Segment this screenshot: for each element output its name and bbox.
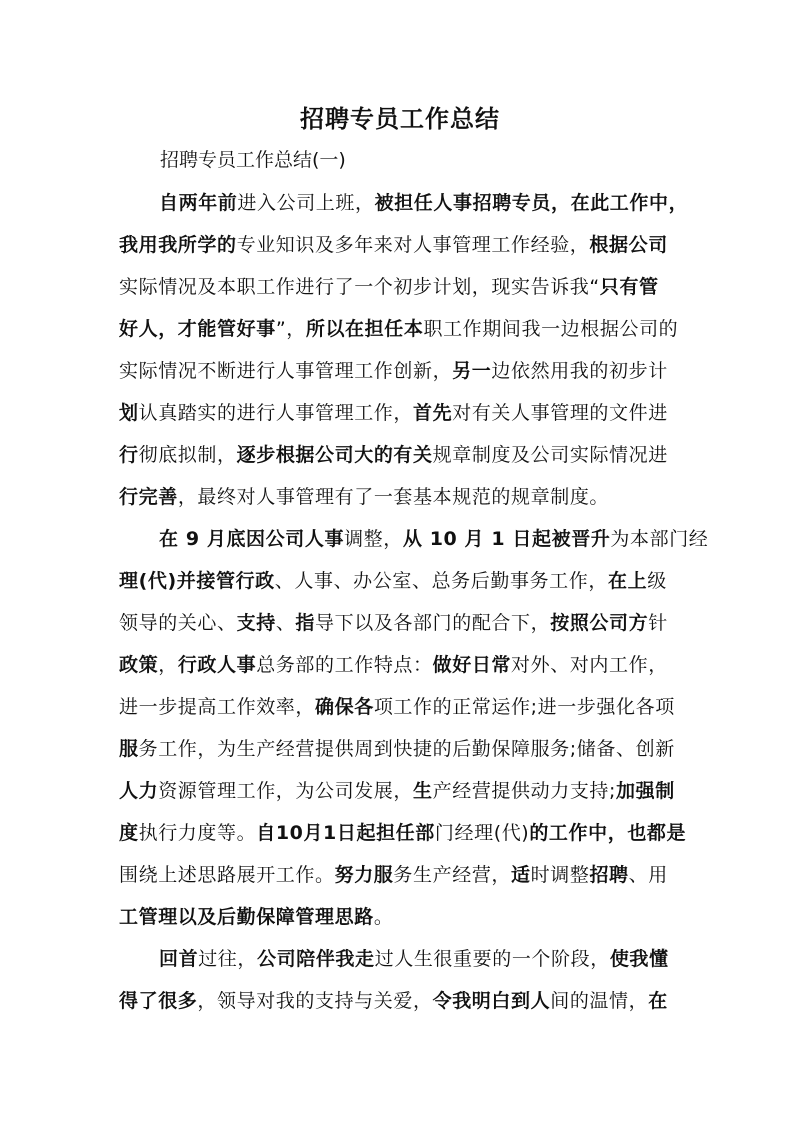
document-title: 招聘专员工作总结 xyxy=(300,105,500,133)
text-segment: 在 xyxy=(648,990,668,1012)
text-segment: ，最终对人事管理有了一套基本规范的规章制度。 xyxy=(177,486,610,508)
text-segment: 进一步提高工作效率， xyxy=(119,696,316,718)
text-segment: 务生产经营， xyxy=(393,864,512,886)
text-segment: 行政人事 xyxy=(177,654,257,676)
paragraph-3 xyxy=(119,938,691,1022)
text-segment: 围绕上述思路展开工作。 xyxy=(119,864,335,886)
text-segment: ”， xyxy=(275,318,306,340)
text-line xyxy=(119,980,691,1022)
text-line xyxy=(119,938,691,980)
text-line xyxy=(119,728,691,770)
text-segment: 我用我所学的 xyxy=(119,234,237,256)
text-segment: 逐步根据公司大的有关 xyxy=(236,444,433,466)
text-segment: 进入公司上班， xyxy=(237,192,375,214)
text-segment: 得了很多 xyxy=(119,990,198,1012)
text-segment: 做好日常 xyxy=(432,654,512,676)
text-line xyxy=(119,392,691,434)
paragraph-1 xyxy=(119,182,691,518)
text-segment: 度 xyxy=(119,822,139,844)
text-segment: 实际情况及本职工作进行了一个初步计划，现实告诉我“ xyxy=(119,276,600,298)
text-line xyxy=(119,476,691,518)
text-segment: 人力 xyxy=(119,780,159,802)
text-segment: 门经理(代) xyxy=(434,822,530,844)
text-line xyxy=(119,434,691,476)
text-segment: 按照公司方 xyxy=(550,612,649,634)
text-segment: 服 xyxy=(119,738,139,760)
text-segment: 职工作期间我一边根据公司的 xyxy=(423,318,679,340)
text-segment: 确保各 xyxy=(315,696,374,718)
text-segment: 努力服 xyxy=(334,864,394,886)
text-segment: 间的温情， xyxy=(550,990,649,1012)
text-segment: 针 xyxy=(648,612,668,634)
text-segment: 回首 xyxy=(159,948,199,970)
text-segment: 时调整 xyxy=(530,864,590,886)
text-segment: 务工作，为生产经营提供周到快捷的后勤保障服务;储备、创新 xyxy=(138,738,675,760)
text-segment: 所以在担任本 xyxy=(305,318,424,340)
text-line xyxy=(119,266,691,308)
text-segment: 。 xyxy=(373,906,394,928)
text-segment: 令我明白到人 xyxy=(432,990,551,1012)
text-segment: 规章制度及公司实际情况进 xyxy=(432,444,668,466)
text-line xyxy=(119,518,709,560)
text-segment: 资源管理工作，为公司发展， xyxy=(158,780,414,802)
text-segment: 实际情况不断进行人事管理工作创新， xyxy=(119,360,453,382)
text-segment: 生 xyxy=(413,780,433,802)
text-segment: 从 10 月 1 日起被晋升 xyxy=(402,528,611,550)
text-segment: 级 xyxy=(647,570,667,592)
text-segment: 另一 xyxy=(452,360,492,382)
text-segment: 调整， xyxy=(344,528,403,550)
text-line xyxy=(119,308,691,350)
text-segment: 政策 xyxy=(119,654,159,676)
text-line xyxy=(119,896,691,938)
text-segment: 根据公司 xyxy=(589,234,668,256)
text-segment: 、 xyxy=(275,612,296,634)
text-line xyxy=(119,770,691,812)
text-segment: 加强制 xyxy=(616,780,675,802)
text-segment: 在上 xyxy=(607,570,648,592)
text-segment: 指 xyxy=(295,612,316,634)
text-segment: 、人事、办公室、总务后勤事务工作， xyxy=(274,570,608,592)
text-segment: 过人生很重要的一个阶段， xyxy=(374,948,610,970)
document-subtitle: 招聘专员工作总结(一) xyxy=(160,149,346,171)
text-segment: 自10月1日起担任部 xyxy=(256,822,435,844)
paragraph-2 xyxy=(119,518,709,938)
text-segment: 首先 xyxy=(413,402,453,424)
text-segment: 自两年前 xyxy=(159,192,238,214)
text-line xyxy=(119,686,691,728)
text-segment: 总务部的工作特点： xyxy=(256,654,433,676)
text-segment: 公司陪伴我走 xyxy=(257,948,375,970)
text-line xyxy=(119,224,691,266)
text-line xyxy=(119,350,691,392)
text-segment: 使我懂 xyxy=(609,948,669,970)
text-segment: 被担任人事招聘专员，在此工作中， xyxy=(374,192,689,214)
text-segment: 好人，才能管好事 xyxy=(119,318,276,340)
text-segment: 划 xyxy=(119,402,139,424)
text-line xyxy=(119,560,691,602)
text-segment: 专业知识及多年来对人事管理工作经验， xyxy=(236,234,590,256)
text-segment: 对外、对内工作， xyxy=(511,654,668,676)
text-segment: 导下以及各部门的配合下， xyxy=(315,612,551,634)
text-segment: 、用 xyxy=(628,864,668,886)
text-segment: 行 xyxy=(119,444,139,466)
text-line xyxy=(119,182,691,224)
text-segment: 为本部门经 xyxy=(610,528,709,550)
text-segment: 只有管 xyxy=(599,276,659,298)
text-segment: 项工作的正常运作;进一步强化各项 xyxy=(373,696,675,718)
text-segment: 工管理以及后勤保障管理思路 xyxy=(119,906,374,928)
text-segment: 行完善 xyxy=(119,486,178,508)
text-segment: 彻底拟制， xyxy=(138,444,237,466)
text-segment: 的工作中，也都是 xyxy=(529,822,687,844)
text-segment: 执行力度等。 xyxy=(138,822,257,844)
text-segment: 边依然用我的初步计 xyxy=(491,360,668,382)
text-line xyxy=(119,644,691,686)
text-line xyxy=(119,812,691,854)
text-segment: 适 xyxy=(511,864,531,886)
text-segment: ，领导对我的支持与关爱， xyxy=(197,990,433,1012)
text-segment: 过往， xyxy=(198,948,258,970)
text-segment: 招聘 xyxy=(589,864,629,886)
text-segment: ， xyxy=(158,654,178,676)
text-segment: 对有关人事管理的文件进 xyxy=(452,402,668,424)
text-segment: 产经营提供动力支持; xyxy=(432,780,617,802)
text-segment: 理(代)并接管行政 xyxy=(119,570,275,592)
text-segment: 在 9 月底因公司人事 xyxy=(159,528,345,550)
text-segment: 支持 xyxy=(236,612,276,634)
text-line xyxy=(119,602,691,644)
text-line xyxy=(119,854,691,896)
text-segment: 领导的关心、 xyxy=(119,612,237,634)
text-segment: 认真踏实的进行人事管理工作， xyxy=(138,402,414,424)
